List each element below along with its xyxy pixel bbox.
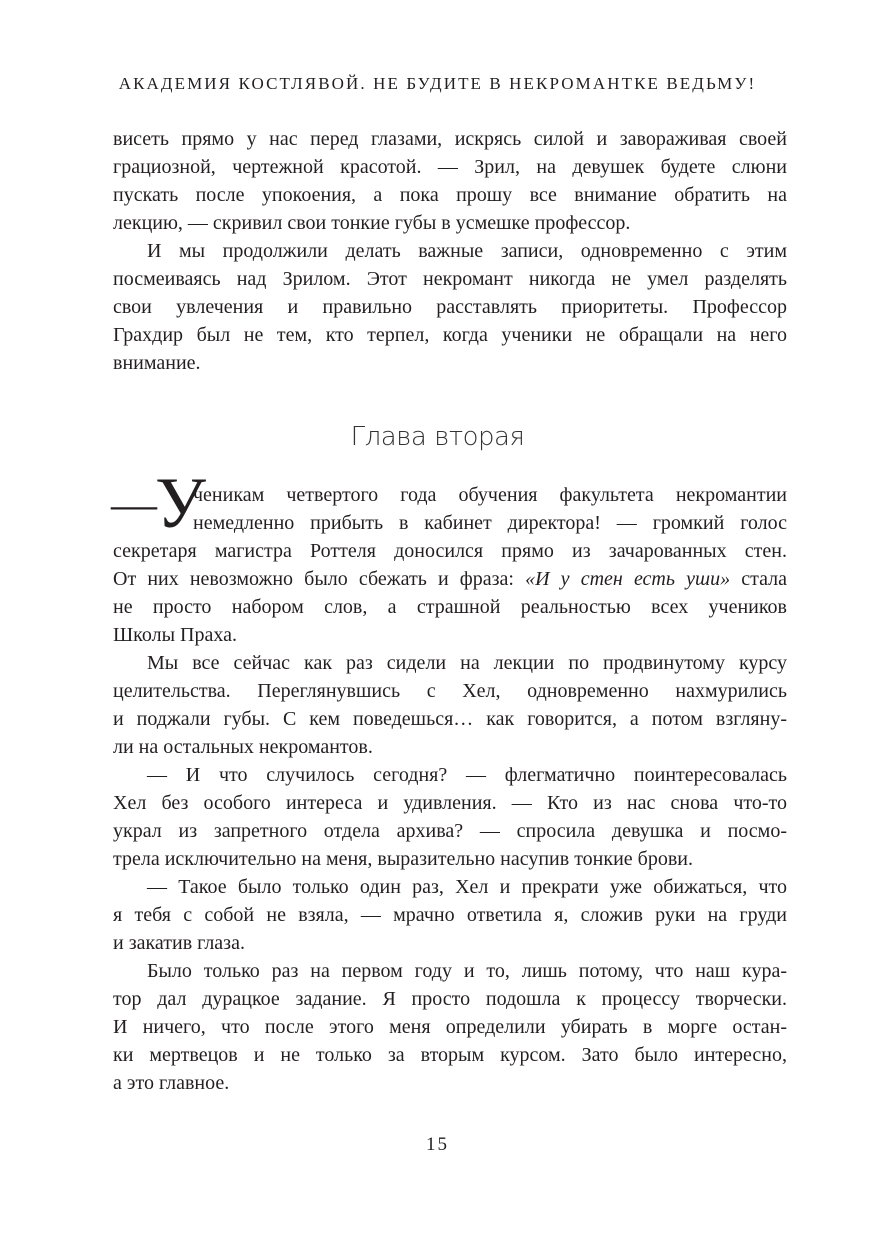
text-line: украл из запретного отдела архива? — спросила девушка и посмо- (113, 820, 787, 842)
text-line: ки мертвецов и не только за вторым курсом. Зато было интересно, (113, 1044, 787, 1066)
text-segment: стала (730, 568, 787, 590)
text-line: Мы все сейчас как раз сидели на лекции по продвинутому курсу (147, 652, 787, 674)
body-text-top (113, 125, 787, 377)
text-segment: От них невозможно было сбежать и фраза: (113, 568, 526, 590)
page-number: 15 (426, 1134, 449, 1155)
text-line: не просто набором слов, а страшной реальностью всех учеников (113, 596, 787, 618)
drop-cap-letter: У (155, 463, 206, 543)
text-line: пускать после упокоения, а пока прошу все внимание обратить на (113, 184, 787, 206)
paragraph (113, 957, 787, 1097)
paragraph (113, 649, 787, 761)
text-line: Было только раз на первом году и то, лишь потому, что наш кура- (147, 960, 787, 982)
paragraph (113, 481, 787, 649)
text-line: грациозной, чертежной красотой. — Зрил, на девушек будете слюни (113, 156, 787, 178)
text-line: — Такое было только один раз, Хел и прекрати уже обижаться, что (147, 876, 787, 898)
chapter-body-text (111, 463, 787, 1097)
text-line: я тебя с собой не взяла, — мрачно ответила я, сложив руки на груди (113, 904, 787, 926)
text-line: — И что случилось сегодня? — флегматично поинтересовалась (147, 764, 787, 786)
text-line: свои увлечения и правильно расставлять приоритеты. Профессор (113, 296, 787, 318)
text-line (113, 565, 787, 593)
text-line: ченикам четвертого года обучения факультета некромантии (193, 484, 787, 506)
text-line: немедленно прибыть в кабинет директора! — громкий голос (193, 512, 787, 534)
paragraph (113, 873, 787, 957)
text-line: Грахдир был не тем, кто терпел, когда ученики не обращали на него (113, 324, 787, 346)
text-line: и поджали губы. С кем поведешься… как говорится, а потом взгляну- (113, 708, 787, 730)
text-line: Школы Праха. (113, 624, 237, 646)
running-head: АКАДЕМИЯ КОСТЛЯВОЙ. НЕ БУДИТЕ В НЕКРОМАНТКЕ ВЕДЬМУ! (118, 74, 757, 93)
paragraph (113, 761, 787, 873)
text-line: И ничего, что после этого меня определили убирать в морге остан- (113, 1016, 787, 1038)
text-line: трела исключительно на меня, выразительно насупив тонкие брови. (113, 848, 693, 870)
text-line: тор дал дурацкое задание. Я просто подошла к процессу творчески. (113, 988, 787, 1010)
text-line: Хел без особого интереса и удивления. — Кто из нас снова что-то (113, 792, 787, 814)
text-line: целительства. Переглянувшись с Хел, одновременно нахмурились (113, 680, 787, 702)
text-line: ли на остальных некромантов. (113, 736, 373, 758)
text-line: секретаря магистра Роттеля доносился прямо из зачарованных стен. (113, 540, 787, 562)
drop-cap-dash: — (111, 478, 155, 529)
chapter-title: Глава вторая (350, 422, 525, 452)
text-line: лекцию, — скривил свои тонкие губы в усмешке профессор. (113, 212, 631, 234)
drop-cap (111, 463, 206, 543)
italic-quote: «И у стен есть уши» (525, 568, 731, 590)
text-line: посмеиваясь над Зрилом. Этот некромант никогда не умел разделять (113, 268, 787, 290)
text-line: внимание. (113, 352, 201, 374)
text-line: а это главное. (113, 1072, 230, 1094)
paragraph (113, 125, 787, 237)
text-line: И мы продолжили делать важные записи, одновременно с этим (147, 240, 787, 262)
paragraph (113, 237, 787, 377)
text-line: и закатив глаза. (113, 932, 245, 954)
text-line: висеть прямо у нас перед глазами, искрясь силой и завораживая своей (113, 128, 787, 150)
